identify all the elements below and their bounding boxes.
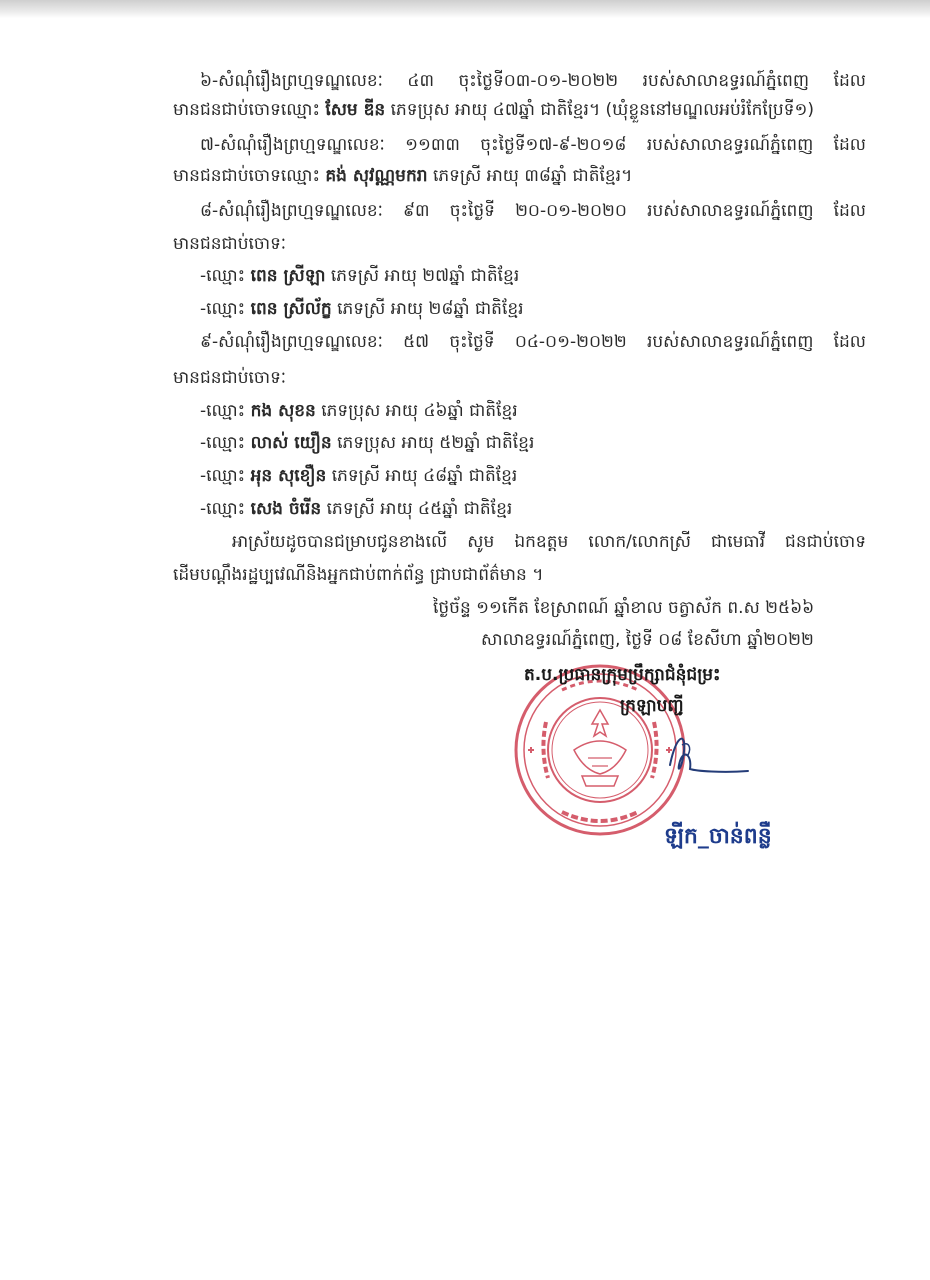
item-9-person-3	[200, 465, 517, 487]
person-name: កង សុខន	[250, 401, 316, 421]
item-7-line1: ៧-សំណុំរឿងព្រហ្មទណ្ឌលេខៈ ១១៣៣ ចុះថ្ងៃទី១៧-៩-២០១៨ របស់សាលាឧទ្ធរណ៍ភ្នំពេញ ដែល	[200, 135, 866, 155]
item-9-person-2	[200, 432, 534, 454]
item-6-line1: ៦-សំណុំរឿងព្រហ្មទណ្ឌលេខៈ ៤៣ ចុះថ្ងៃទី០៣-០១-២០២២ របស់សាលាឧទ្ធរណ៍ភ្នំពេញ ដែល	[200, 71, 866, 91]
signer-name: ឡីក_ចាន់ពន្លឺ	[664, 824, 772, 849]
person-name: ពេន ស្រីល័ក្ខ	[250, 299, 332, 319]
person-prefix: -ឈ្មោះ	[200, 266, 251, 286]
person-name: អុន សុខឿន	[250, 466, 327, 486]
signature-title-1: ត.ប.ប្រធានក្រុមប្រឹក្សាជំនុំជម្រះ	[524, 665, 721, 685]
person-name: ពេន ស្រីឡា	[250, 266, 326, 286]
item-9-line2: មានជនជាប់ចោទៈ	[173, 368, 287, 388]
solar-date: សាលាឧទ្ធរណ៍ភ្នំពេញ, ថ្ងៃទី ០៨ ខែសីហា ឆ្នាំ២០២២	[481, 630, 814, 650]
person-details: ភេទប្រុស អាយុ ៤៦ឆ្នាំ ជាតិខ្មែរ	[315, 401, 518, 421]
person-prefix: -ឈ្មោះ	[200, 499, 251, 519]
item-9-line1: ៩-សំណុំរឿងព្រហ្មទណ្ឌលេខៈ ៥៧ ចុះថ្ងៃទី ០៤-០១-២០២២ របស់សាលាឧទ្ធរណ៍ភ្នំពេញ ដែល	[200, 332, 866, 352]
item-9-person-4	[200, 498, 512, 520]
closing-line1: អាស្រ័យដូចបានជម្រាបជូនខាងលើ សូម ឯកឧត្តម លោក/លោកស្រី ជាមេធាវី ជនជាប់ចោទ	[232, 532, 866, 552]
signature-title-2: ក្រឡាបញ្ជី	[620, 696, 684, 716]
person-details: ភេទប្រុស អាយុ ៥២ឆ្នាំ ជាតិខ្មែរ	[331, 433, 535, 453]
person-prefix: -ឈ្មោះ	[200, 466, 251, 486]
item-8-line1: ៨-សំណុំរឿងព្រហ្មទណ្ឌលេខៈ ៩៣ ចុះថ្ងៃទី ២០-០១-២០២០ របស់សាលាឧទ្ធរណ៍ភ្នំពេញ ដែល	[200, 201, 866, 221]
item-7-details: ភេទស្រី អាយុ ៣៨ឆ្នាំ ជាតិខ្មែរ។	[427, 166, 633, 186]
item-7-label: មានជនជាប់ចោទឈ្មោះ	[173, 166, 326, 186]
item-7-line2	[173, 165, 632, 187]
person-prefix: -ឈ្មោះ	[200, 299, 251, 319]
person-name: សេង ចំរើន	[250, 499, 322, 519]
item-7-accused-name: គង់ សុវណ្ណមករា	[325, 166, 428, 186]
closing-line2: ដើមបណ្តឹងរដ្ឋប្បវេណីនិងអ្នកជាប់ពាក់ព័ន្ធ ជ្រាបជាព័ត៌មាន ។	[173, 565, 544, 585]
person-prefix: -ឈ្មោះ	[200, 401, 251, 421]
item-8-person-1	[200, 265, 519, 287]
person-details: ភេទស្រី អាយុ ២៨ឆ្នាំ ជាតិខ្មែរ	[331, 299, 524, 319]
item-6-details: ភេទប្រុស អាយុ ៤៧ឆ្នាំ ជាតិខ្មែរ។ (ឃុំខ្លួននៅមណ្ឌលអប់រំកែប្រែទី១)	[385, 100, 814, 120]
person-details: ភេទស្រី អាយុ ៤៥ឆ្នាំ ជាតិខ្មែរ	[321, 499, 513, 519]
item-8-person-2	[200, 298, 524, 320]
item-6-label: មានជនជាប់ចោទឈ្មោះ	[173, 100, 326, 120]
item-9-person-1	[200, 400, 518, 422]
handwritten-signature-icon	[662, 725, 752, 785]
person-details: ភេទស្រី អាយុ ៤៨ឆ្នាំ ជាតិខ្មែរ	[326, 466, 518, 486]
person-details: ភេទស្រី អាយុ ២៧ឆ្នាំ ជាតិខ្មែរ	[325, 266, 520, 286]
item-8-line2: មានជនជាប់ចោទៈ	[173, 234, 287, 254]
item-6-accused-name: សែម ឌីន	[325, 100, 386, 120]
person-prefix: -ឈ្មោះ	[200, 433, 251, 453]
person-name: លាស់ យឿន	[250, 433, 332, 453]
item-6-line2	[173, 99, 814, 121]
lunar-date: ថ្ងៃច័ន្ទ ១១កើត ខែស្រាពណ៍ ឆ្នាំខាល ចត្វាស័ក ព.ស ២៥៦៦	[433, 598, 815, 618]
